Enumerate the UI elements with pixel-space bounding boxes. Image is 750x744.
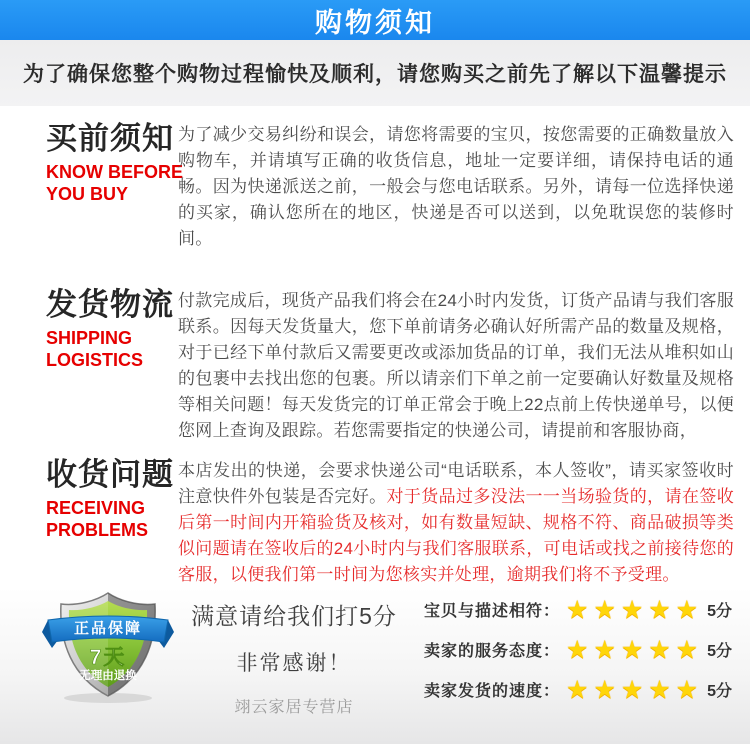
section-title-cn: 买前须知 [46, 121, 174, 156]
thanks-line2: 非常感谢！ [236, 652, 352, 675]
section-title-en-line1: KNOW BEFORE [46, 162, 183, 182]
section-title-cn: 收货问题 [46, 457, 174, 492]
section-title-en-line1: RECEIVING [46, 498, 146, 518]
page-title: 购物须知 [315, 7, 435, 38]
five-stars-icon: ★★★★★ [566, 635, 704, 664]
rating-score: 5分 [707, 643, 732, 660]
rating-list [424, 596, 736, 703]
intro-banner-text: 为了确保您整个购物过程愉快及顺利，请您购买之前先了解以下温馨提示 [23, 63, 727, 86]
section-body-black: 本店发出的快递，会要求快递公司“电话联系，本人签收”，请买家签收时注意快件外包装是否完好。 [178, 461, 734, 506]
section-heading [0, 458, 178, 588]
section-body [178, 122, 734, 252]
section-body-text: 为了减少交易纠纷和误会，请您将需要的宝贝，按您需要的正确数量放入购物车，并请填写正确的收货信息，地址一定要详细，请保持电话的通畅。因为快递派送之前，一般会与您电话联系。另外，请每一位选择快递的买家，确认您所在的地区，快递是否可以送到，以免耽误您的装修时间。 [178, 125, 734, 248]
section-know-before-you-buy [0, 122, 750, 252]
section-title-en-line2: LOGISTICS [46, 350, 144, 370]
intro-banner [0, 40, 750, 106]
section-title-en [46, 327, 178, 371]
five-stars-icon: ★★★★★ [566, 675, 704, 704]
section-body [178, 458, 734, 588]
thanks-block [186, 598, 402, 717]
badge-ribbon-text: 正品保障 [73, 620, 143, 637]
section-receiving-problems [0, 458, 750, 588]
section-title-en-line2: YOU BUY [46, 184, 129, 204]
section-body-text [178, 458, 734, 588]
notice-sections [0, 106, 750, 588]
footer [0, 588, 750, 744]
section-heading [0, 288, 178, 444]
five-stars-icon: ★★★★★ [566, 595, 704, 624]
rating-row-shipping-speed [424, 676, 732, 703]
section-title-en-line1: SHIPPING [46, 328, 133, 348]
section-heading [0, 121, 183, 252]
rating-row-service-attitude [424, 636, 732, 663]
section-body [178, 288, 734, 444]
section-title-en-line2: PROBLEMS [46, 520, 149, 540]
rating-score: 5分 [707, 683, 732, 700]
section-shipping-logistics [0, 288, 750, 444]
shield-badge-icon [34, 590, 182, 704]
rating-row-description-match [424, 596, 732, 623]
section-title-cn: 发货物流 [46, 287, 174, 322]
rating-label: 卖家的服务态度： [424, 643, 561, 660]
rating-label: 宝贝与描述相符： [424, 603, 561, 620]
section-title-en [46, 161, 183, 205]
rating-label: 卖家发货的速度： [424, 683, 561, 700]
page-header [0, 0, 750, 40]
section-title-en [46, 497, 178, 541]
badge-days-text: 7天 [89, 646, 127, 669]
rating-score: 5分 [707, 603, 732, 620]
thanks-line1: 满意请给我们打5分 [191, 603, 397, 629]
section-body-text: 付款完成后，现货产品我们将会在24小时内发货，订货产品请与我们客服联系。因每天发货量大，您下单前请务必确认好所需产品的数量及规格，对于已经下单付款后又需要更改或添加货品的订单，我们无法从堆积如山的包裹中去找出您的包裹。所以请亲们下单之前一定要确认好数量及规格等相关问题！每天发货完的订单正常会于晚上22点前上传快递单号，以便您网上查询及跟踪。若您需要指定的快递公司，请提前和客服协商， [178, 291, 734, 440]
guarantee-badge [34, 590, 186, 709]
badge-sub-text: 无理由退换 [79, 670, 137, 682]
store-name: 翊云家居专营店 [234, 699, 354, 716]
section-body-red-warning: 对于货品过多没法一一当场验货的，请在签收后第一时间内开箱验货及核对，如有数量短缺、规格不符、商品破损等类似问题请在签收后的24小时内与我们客服联系，可电话或找之前接待您的客服，以便我们第一时间为您核实并处理，逾期我们将不予受理。 [178, 487, 734, 584]
